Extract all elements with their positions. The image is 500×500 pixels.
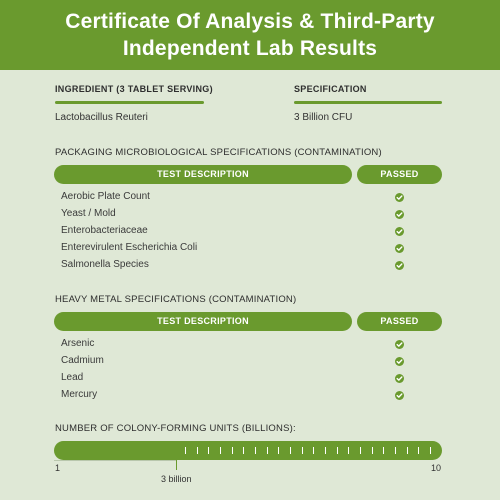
cfu-max-label: 10: [431, 463, 442, 473]
page-title-line1: Certificate Of Analysis & Third-Party: [65, 10, 435, 33]
test-row-label: Cadmium: [61, 355, 104, 366]
cfu-value-label: 3 billion: [161, 474, 192, 484]
passed-check-icon: [395, 227, 404, 236]
cfu-scale-tick: [407, 447, 408, 454]
cfu-scale-tick: [395, 447, 396, 454]
cfu-scale-tick: [430, 447, 431, 454]
micro-test-header: TEST DESCRIPTION: [54, 165, 352, 184]
cfu-axis-line: [54, 460, 176, 461]
specification-rule: [294, 101, 442, 104]
test-row-label: Enterobacteriaceae: [61, 225, 148, 236]
passed-check-icon: [395, 244, 404, 253]
passed-check-icon: [395, 357, 404, 366]
passed-check-icon: [395, 261, 404, 270]
cfu-scale-tick: [255, 447, 256, 454]
passed-check-icon: [395, 193, 404, 202]
test-row-label: Lead: [61, 372, 84, 383]
passed-check-icon: [395, 210, 404, 219]
cfu-scale-tick: [267, 447, 268, 454]
cfu-scale-tick: [348, 447, 349, 454]
cfu-min-label: 1: [55, 463, 61, 473]
cfu-scale-tick: [278, 447, 279, 454]
test-row-label: Mercury: [61, 389, 98, 400]
ingredient-rule: [55, 101, 204, 104]
cfu-title: NUMBER OF COLONY-FORMING UNITS (BILLIONS):: [55, 423, 296, 434]
cfu-scale-tick: [197, 447, 198, 454]
cfu-scale-tick: [313, 447, 314, 454]
cfu-scale-tick: [290, 447, 291, 454]
cfu-scale-tick: [360, 447, 361, 454]
cfu-scale-tick: [185, 447, 186, 454]
specification-value: 3 Billion CFU: [294, 112, 353, 123]
test-row-label: Salmonella Species: [61, 259, 149, 270]
metals-passed-header: PASSED: [357, 312, 442, 331]
cfu-scale-tick: [302, 447, 303, 454]
metals-test-header: TEST DESCRIPTION: [54, 312, 352, 331]
passed-check-icon: [395, 340, 404, 349]
cfu-scale-tick: [372, 447, 373, 454]
cfu-scale-tick: [337, 447, 338, 454]
page-title-line2: Independent Lab Results: [122, 37, 378, 60]
cfu-scale-tick: [383, 447, 384, 454]
test-row-label: Aerobic Plate Count: [61, 191, 150, 202]
micro-passed-header: PASSED: [357, 165, 442, 184]
specification-header: SPECIFICATION: [294, 84, 367, 94]
cfu-scale-tick: [325, 447, 326, 454]
ingredient-header: INGREDIENT (3 TABLET SERVING): [55, 84, 213, 94]
test-row-label: Yeast / Mold: [61, 208, 116, 219]
metals-section-title: HEAVY METAL SPECIFICATIONS (CONTAMINATION): [55, 294, 297, 305]
micro-section-title: PACKAGING MICROBIOLOGICAL SPECIFICATIONS (CONTAMINATION): [55, 147, 382, 158]
cfu-scale-bar: [54, 441, 442, 460]
cfu-value-marker: [176, 458, 177, 470]
cfu-scale-tick: [418, 447, 419, 454]
cfu-scale-tick: [243, 447, 244, 454]
test-row-label: Enterevirulent Escherichia Coli: [61, 242, 198, 253]
cfu-scale-tick: [208, 447, 209, 454]
cfu-scale-tick: [232, 447, 233, 454]
cfu-scale-tick: [220, 447, 221, 454]
passed-check-icon: [395, 374, 404, 383]
passed-check-icon: [395, 391, 404, 400]
header-banner: [0, 0, 500, 70]
ingredient-value: Lactobacillus Reuteri: [55, 112, 148, 123]
test-row-label: Arsenic: [61, 338, 95, 349]
